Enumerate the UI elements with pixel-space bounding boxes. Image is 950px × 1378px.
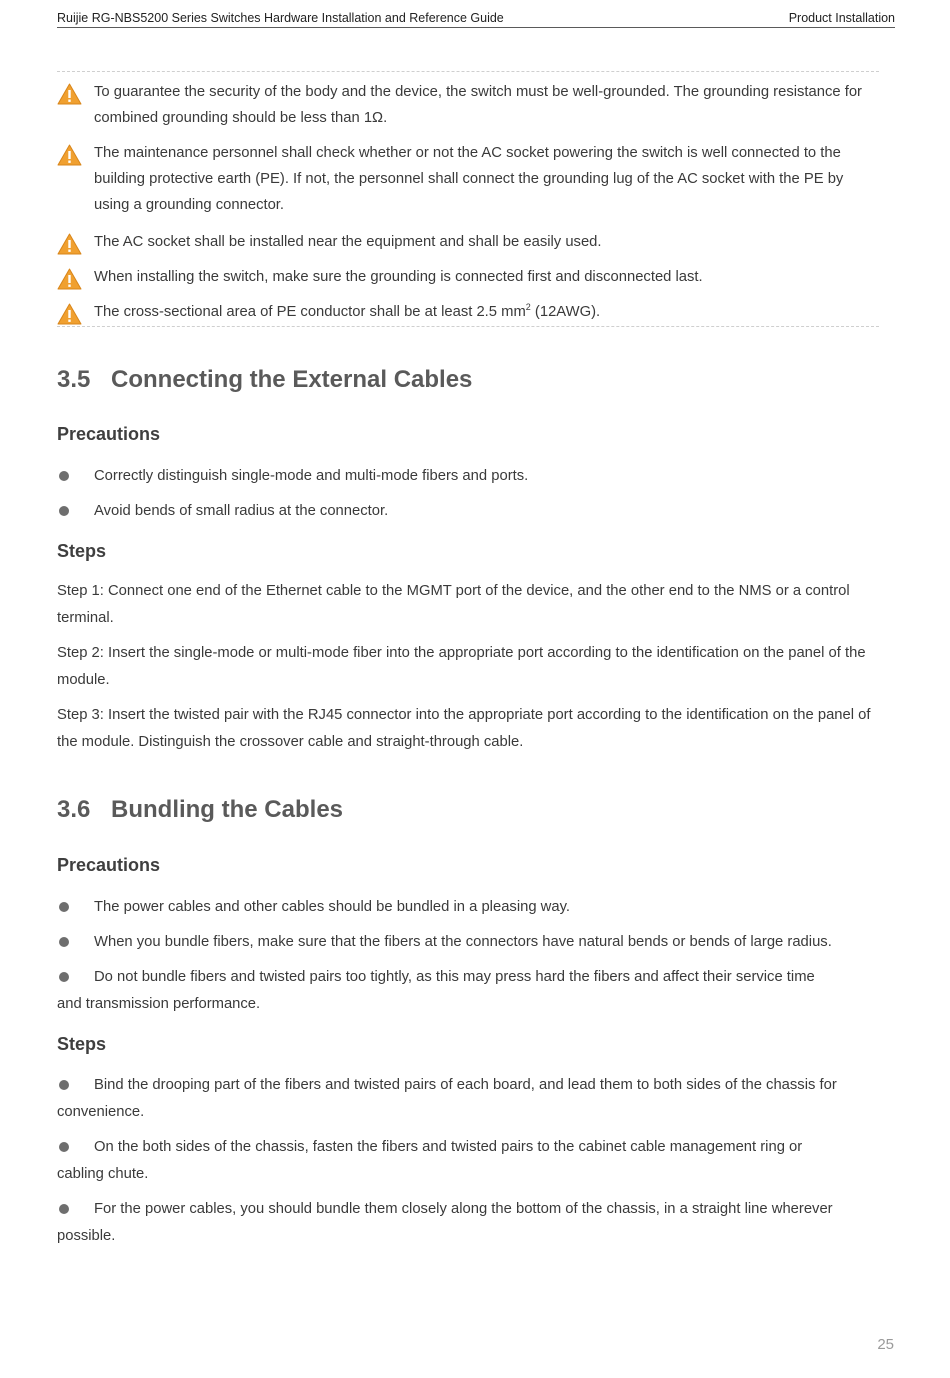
warning-icon: [57, 268, 82, 290]
bullet-icon: [59, 1080, 69, 1090]
subsection-heading: Steps: [57, 541, 107, 561]
bullet-icon: [59, 506, 69, 516]
list-item: [57, 1072, 879, 1125]
chapter-title: Product Installation: [788, 11, 895, 25]
list-item-text: Bind the drooping part of the fibers and twisted pairs of each board, and lead them to both sides of the chassis for convenience.: [57, 1077, 837, 1120]
warning-text: When installing the switch, make sure the grounding is connected first and disconnected last.: [94, 269, 703, 285]
section-heading: [57, 366, 472, 394]
list-item: [57, 964, 879, 1017]
bullet-icon: [59, 902, 69, 912]
step-paragraph: Step 1: Connect one end of the Ethernet cable to the MGMT port of the device, and the other end to the NMS or a control terminal.: [57, 583, 850, 626]
warning-icon: [57, 233, 82, 255]
list-item-text: Do not bundle fibers and twisted pairs too tightly, as this may press hard the fibers and affect their service time and transmission performance.: [57, 969, 815, 1012]
list-item-text: On the both sides of the chassis, fasten the fibers and twisted pairs to the cabinet cable management ring or cabling chute.: [57, 1139, 803, 1182]
subsection-heading: Precautions: [57, 424, 161, 444]
section-title: Connecting the External Cables: [111, 366, 473, 393]
list-item-text: When you bundle fibers, make sure that the fibers at the connectors have natural bends or bends of large radius.: [94, 934, 832, 950]
warning-icon: [57, 83, 82, 105]
bullet-icon: [59, 471, 69, 481]
document-title: Ruijie RG-NBS5200 Series Switches Hardware Installation and Reference Guide: [57, 11, 504, 25]
warning-box: [57, 71, 879, 327]
bullet-icon: [59, 1204, 69, 1214]
list-item-text: The power cables and other cables should be bundled in a pleasing way.: [94, 899, 571, 915]
section-number: 3.6: [57, 796, 91, 823]
step-paragraph: Step 2: Insert the single-mode or multi-mode fiber into the appropriate port according to the identification on the panel of the module.: [57, 645, 866, 688]
section-title: Bundling the Cables: [111, 796, 344, 823]
subsection-heading: Steps: [57, 1034, 107, 1054]
list-item: [57, 1196, 879, 1249]
list-item-text: For the power cables, you should bundle them closely along the bottom of the chassis, in a straight line wherever possible.: [57, 1201, 833, 1244]
subsection-heading: Precautions: [57, 855, 161, 875]
section-heading: [57, 796, 343, 824]
warning-text: To guarantee the security of the body and the device, the switch must be well-grounded. The grounding resistance for combined grounding should be less than 1Ω.: [94, 84, 862, 126]
page-number: 25: [877, 1336, 894, 1353]
list-item-text: Correctly distinguish single-mode and multi-mode fibers and ports.: [94, 468, 529, 484]
warning-icon: [57, 303, 82, 325]
page-header: [57, 8, 895, 28]
list-item: [57, 1134, 879, 1187]
bullet-icon: [59, 937, 69, 947]
list-item-text: Avoid bends of small radius at the connector.: [94, 503, 389, 519]
bullet-icon: [59, 1142, 69, 1152]
warning-text: The maintenance personnel shall check whether or not the AC socket powering the switch is well connected to the building protective earth (PE). If not, the personnel shall connect the grounding lug of the AC socket with the PE by using a grounding connector.: [94, 145, 844, 213]
section-number: 3.5: [57, 366, 91, 393]
warning-icon: [57, 144, 82, 166]
warning-text: The cross-sectional area of PE conductor shall be at least 2.5 $mm^2$ (12AWG).: [94, 302, 601, 320]
step-paragraph: Step 3: Insert the twisted pair with the RJ45 connector into the appropriate port according to the identification on the panel of the module. Distinguish the crossover cable and straight-through cable.: [57, 707, 871, 750]
warning-text: The AC socket shall be installed near the equipment and shall be easily used.: [94, 234, 602, 250]
bullet-icon: [59, 972, 69, 982]
